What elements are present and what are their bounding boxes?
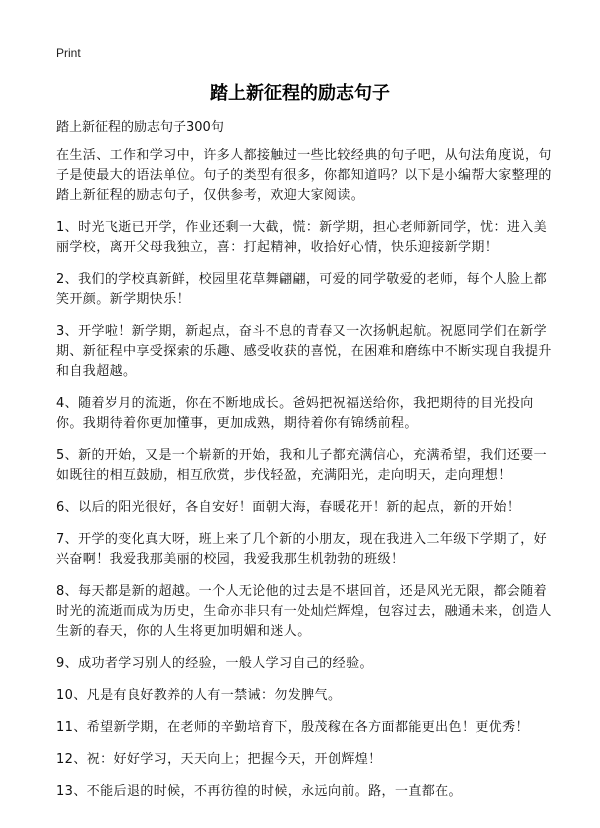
list-item: 1、时光飞逝已开学，作业还剩一大截，慌：新学期，担心老师新同学，忧：进入美丽学校，离开父母我独立，喜：打起精神，收拾好心情，快乐迎接新学期！ [56, 220, 548, 255]
print-link[interactable]: Print [56, 46, 81, 60]
document-body [56, 146, 556, 814]
document-subtitle: 踏上新征程的励志句子300句 [56, 120, 224, 135]
list-item: 8、每天都是新的超越。一个人无论他的过去是不堪回首，还是风光无限，都会随着时光的流逝而成为历史，生命亦非只有一处灿烂辉煌，包容过去，融通未来，创造人生新的春天，你的人生将更加明媚和迷人。 [56, 584, 552, 639]
list-item: 4、随着岁月的流逝，你在不断地成长。爸妈把祝福送给你，我把期待的目光投向你。我期待着你更加懂事，更加成熟，期待着你有锦绣前程。 [56, 396, 534, 431]
list-item: 9、成功者学习别人的经验，一般人学习自己的经验。 [56, 656, 373, 671]
list-item: 10、凡是有良好教养的人有一禁诫：勿发脾气。 [56, 688, 342, 703]
list-item: 13、不能后退的时候，不再彷徨的时候，永远向前。路，一直都在。 [56, 784, 462, 799]
list-item: 12、祝：好好学习，天天向上；把握今天，开创辉煌！ [56, 752, 382, 767]
intro-paragraph: 在生活、工作和学习中，许多人都接触过一些比较经典的句子吧，从句法角度说，句子是使最大的语法单位。句子的类型有很多，你都知道吗？以下是小编帮大家整理的踏上新征程的励志句子，仅供参考，欢迎大家阅读。 [56, 148, 552, 203]
list-item: 7、开学的变化真大呀，班上来了几个新的小朋友，现在我进入二年级下学期了，好兴奋啊！我爱我那美丽的校园，我爱我那生机勃勃的班级！ [56, 532, 548, 567]
list-item: 11、希望新学期，在老师的辛勤培育下，殷茂稼在各方面都能更出色！更优秀！ [56, 720, 529, 735]
list-item: 3、开学啦！新学期，新起点，奋斗不息的青春又一次扬帆起航。祝愿同学们在新学期、新征程中享受探索的乐趣、感受收获的喜悦，在困难和磨练中不断实现自我提升和自我超越。 [56, 324, 552, 379]
list-item: 5、新的开始，又是一个崭新的开始，我和儿子都充满信心，充满希望，我们还要一如既往的相互鼓励，相互欣赏，步伐轻盈，充满阳光，走向明天，走向理想！ [56, 448, 548, 483]
list-item: 6、以后的阳光很好，各自安好！面朝大海，春暖花开！新的起点，新的开始！ [56, 500, 521, 515]
list-item: 2、我们的学校真新鲜，校园里花草舞翩翩，可爱的同学敬爱的老师，每个人脸上都笑开颜。新学期快乐！ [56, 272, 548, 307]
page-title: 踏上新征程的励志句子 [210, 83, 390, 104]
